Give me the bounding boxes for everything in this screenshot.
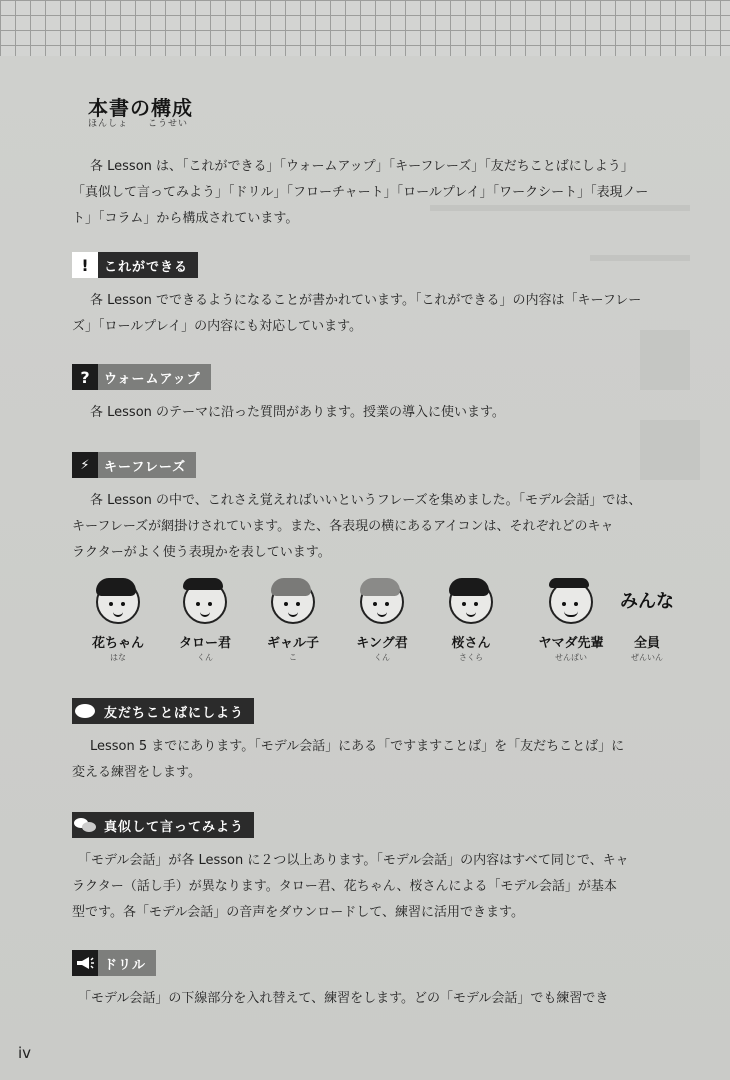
megaphone-icon [72, 950, 98, 976]
sakura-avatar-icon [449, 580, 493, 624]
section-tag-key-phrases [72, 452, 196, 478]
character-name: 桜さん [451, 636, 491, 651]
paragraph-line: 各 Lesson の中で、これさえ覚えればいいというフレーズを集めました。「モデル会話」では、 [90, 493, 642, 508]
page-number: iv [18, 1044, 32, 1062]
exclamation-icon: ! [72, 252, 98, 278]
character-ruby: はな [110, 653, 126, 662]
character-all [612, 580, 682, 663]
can-do-paragraph [72, 288, 692, 340]
character-name: キング君 [356, 636, 408, 651]
section-tag-drill [72, 950, 156, 976]
intro-paragraph [72, 154, 692, 232]
paragraph-line: 各 Lesson でできるようになることが書かれています。「これができる」の内容は「キーフレー [90, 293, 642, 308]
paragraph-line: 型です。各「モデル会話」の音声をダウンロードして、練習に活用できます。 [72, 905, 525, 920]
section-label: これができる [104, 259, 189, 275]
section-tag-can-do [72, 252, 198, 278]
paragraph-line: 「モデル会話」が各 Lesson に２つ以上あります。「モデル会話」の内容はすべて同じで、キャ [78, 853, 629, 868]
key-phrases-paragraph [72, 488, 692, 566]
section-label: ウォームアップ [104, 371, 201, 387]
lightning-icon: ⚡ [72, 452, 98, 478]
paragraph-line: Lesson 5 までにあります。「モデル会話」にある「ですますことば」を「友だちことば」に [90, 739, 625, 754]
paragraph-line: 各 Lesson のテーマに沿った質問があります。授業の導入に使います。 [90, 405, 505, 420]
section-tag-imitate [72, 812, 254, 838]
character-king [347, 580, 417, 663]
section-label: 真似して言ってみよう [104, 819, 245, 835]
character-ruby: ぜんいん [631, 653, 663, 662]
page-title-ruby: ほんしょ こうせい [88, 119, 189, 129]
friend-words-paragraph [72, 734, 692, 786]
character-ruby: くん [374, 653, 390, 662]
yamada-avatar-icon [549, 580, 593, 624]
character-sakura [436, 580, 506, 663]
paragraph-line: ズ」「ロールプレイ」の内容にも対応しています。 [72, 319, 363, 334]
warm-up-paragraph [72, 400, 692, 426]
section-label: 友だちことばにしよう [104, 705, 245, 721]
king-avatar-icon [360, 580, 404, 624]
show-through-text [590, 255, 690, 291]
two-speech-bubbles-icon [72, 812, 98, 838]
character-ruby: こ [289, 653, 297, 662]
character-ruby: せんぱい [555, 653, 587, 662]
character-taro [170, 580, 240, 663]
speech-bubble-icon [72, 698, 98, 724]
imitate-paragraph [72, 848, 692, 926]
intro-line: 各 Lesson は、「これができる」「ウォームアップ」「キーフレーズ」「友だちことばにしよう」 [90, 159, 634, 174]
character-gyaruko [258, 580, 328, 663]
intro-line: ト」「コラム」から構成されています。 [72, 211, 299, 226]
taro-avatar-icon [183, 580, 227, 624]
gyaruko-avatar-icon [271, 580, 315, 624]
group-icon: みんな [620, 591, 674, 612]
grid-paper-header [0, 0, 730, 60]
hana-avatar-icon [96, 580, 140, 624]
character-hana [83, 580, 153, 663]
paragraph-line: ラクターがよく使う表現かを表しています。 [72, 545, 331, 560]
character-ruby: くん [197, 653, 213, 662]
character-name: 花ちゃん [91, 636, 144, 651]
drill-paragraph [72, 986, 692, 1012]
character-name: ヤマダ先輩 [538, 636, 604, 651]
paragraph-line: 「モデル会話」の下線部分を入れ替えて、練習をします。どの「モデル会話」でも練習でき [78, 991, 609, 1006]
character-name: タロー君 [178, 636, 231, 651]
show-through-text [640, 420, 700, 480]
paragraph-line: ラクター（話し手）が異なります。タロー君、花ちゃん、桜さんによる「モデル会話」が基本 [72, 879, 617, 894]
character-name: ギャル子 [266, 636, 319, 651]
section-label: ドリル [104, 957, 147, 973]
section-label: キーフレーズ [104, 459, 187, 475]
section-tag-warm-up [72, 364, 211, 390]
paragraph-line: 変える練習をします。 [72, 765, 201, 780]
question-icon: ? [72, 364, 98, 390]
intro-line: 「真似して言ってみよう」「ドリル」「フローチャート」「ロールプレイ」「ワークシート」「表現ノー [72, 185, 649, 200]
character-name: 全員 [633, 636, 660, 651]
section-tag-friend-words [72, 698, 254, 724]
page-title: 本書の構成 [88, 96, 193, 120]
paragraph-line: キーフレーズが網掛けされています。また、各表現の横にあるアイコンは、それぞれどのキャ [72, 519, 614, 534]
character-yamada [526, 580, 616, 663]
character-ruby: さくら [459, 653, 483, 662]
